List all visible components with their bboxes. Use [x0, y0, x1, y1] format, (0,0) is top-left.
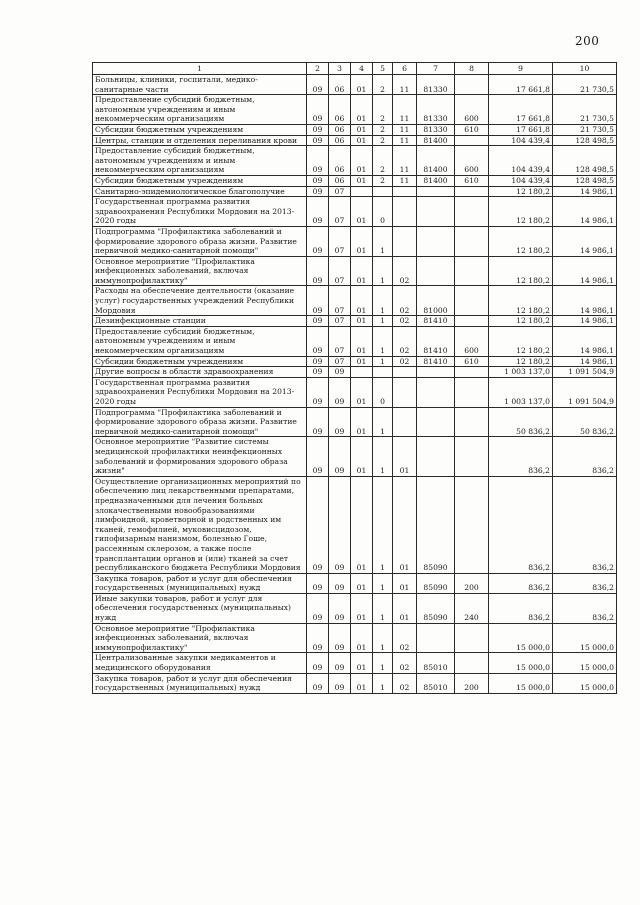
code-ministry: 09: [307, 226, 329, 256]
code-event: 01: [393, 573, 417, 593]
code-event: 01: [393, 593, 417, 623]
table-row: [93, 476, 617, 573]
code-section: 06: [329, 146, 351, 176]
item-name: Предоставление субсидий бюджетным, автономным учреждениям и иным некоммерческим организациям: [93, 326, 307, 356]
code-direction: [417, 407, 455, 437]
code-event: [393, 226, 417, 256]
amount-year-1: 15 000,0: [489, 623, 553, 653]
amount-year-1: 15 000,0: [489, 653, 553, 673]
code-expense-type: 610: [455, 175, 489, 186]
code-subprogram: 2: [373, 135, 393, 146]
table-row: [93, 186, 617, 197]
item-name: Расходы на обеспечение деятельности (оказание услуг) государственных учреждений Республики Мордовия: [93, 286, 307, 316]
table-row: [93, 316, 617, 327]
code-direction: [417, 197, 455, 227]
code-subprogram: 1: [373, 256, 393, 286]
code-subprogram: 2: [373, 95, 393, 125]
code-event: 11: [393, 124, 417, 135]
code-event: 11: [393, 175, 417, 186]
code-program: 01: [351, 75, 373, 95]
table-row: [93, 407, 617, 437]
code-program: 01: [351, 146, 373, 176]
amount-year-2: 15 000,0: [553, 653, 617, 673]
code-expense-type: 610: [455, 356, 489, 367]
table-row: [93, 197, 617, 227]
amount-year-2: 128 498,5: [553, 175, 617, 186]
amount-year-2: 836,2: [553, 573, 617, 593]
code-section: 06: [329, 95, 351, 125]
item-name: Больницы, клиники, госпитали, медико-санитарные части: [93, 75, 307, 95]
code-expense-type: [455, 367, 489, 378]
amount-year-1: 104 439,4: [489, 135, 553, 146]
code-program: 01: [351, 476, 373, 573]
table-row: [93, 367, 617, 378]
code-expense-type: [455, 226, 489, 256]
code-program: 01: [351, 326, 373, 356]
code-direction: 85090: [417, 573, 455, 593]
code-section: 07: [329, 286, 351, 316]
code-event: 02: [393, 673, 417, 693]
code-ministry: 09: [307, 75, 329, 95]
code-expense-type: [455, 377, 489, 407]
code-program: 01: [351, 407, 373, 437]
code-program: [351, 367, 373, 378]
table-row: [93, 326, 617, 356]
code-ministry: 09: [307, 367, 329, 378]
amount-year-1: 12 180,2: [489, 197, 553, 227]
code-section: 09: [329, 573, 351, 593]
code-direction: [417, 377, 455, 407]
code-ministry: 09: [307, 175, 329, 186]
table-row: [93, 146, 617, 176]
code-expense-type: 600: [455, 95, 489, 125]
code-program: 01: [351, 135, 373, 146]
table-row: [93, 135, 617, 146]
code-ministry: 09: [307, 673, 329, 693]
code-program: 01: [351, 197, 373, 227]
code-subprogram: 2: [373, 146, 393, 176]
amount-year-1: 1 003 137,0: [489, 377, 553, 407]
item-name: Закупка товаров, работ и услуг для обеспечения государственных (муниципальных) нужд: [93, 573, 307, 593]
amount-year-2: 21 730,5: [553, 95, 617, 125]
code-direction: [417, 226, 455, 256]
column-header-4: 4: [351, 63, 373, 75]
code-program: 01: [351, 653, 373, 673]
code-event: 11: [393, 146, 417, 176]
amount-year-2: 14 986,1: [553, 326, 617, 356]
code-program: 01: [351, 377, 373, 407]
amount-year-2: 14 986,1: [553, 356, 617, 367]
amount-year-1: 836,2: [489, 437, 553, 476]
item-name: Иные закупки товаров, работ и услуг для обеспечения государственных (муниципальных) нужд: [93, 593, 307, 623]
code-subprogram: 2: [373, 124, 393, 135]
code-direction: [417, 367, 455, 378]
amount-year-2: 1 091 504,9: [553, 377, 617, 407]
code-section: 09: [329, 367, 351, 378]
item-name: Государственная программа развития здравоохранения Республики Мордовия на 2013-2020 годы: [93, 377, 307, 407]
table-row: [93, 124, 617, 135]
code-subprogram: 1: [373, 673, 393, 693]
amount-year-2: 1 091 504,9: [553, 367, 617, 378]
budget-table: [92, 62, 617, 694]
code-expense-type: [455, 256, 489, 286]
code-subprogram: 1: [373, 407, 393, 437]
code-direction: [417, 186, 455, 197]
code-ministry: 09: [307, 124, 329, 135]
code-subprogram: 2: [373, 75, 393, 95]
code-event: [393, 407, 417, 437]
code-event: [393, 197, 417, 227]
code-program: [351, 186, 373, 197]
code-expense-type: [455, 476, 489, 573]
table-row: [93, 95, 617, 125]
code-section: 09: [329, 673, 351, 693]
code-expense-type: 610: [455, 124, 489, 135]
header-row: [93, 63, 617, 75]
code-ministry: 09: [307, 135, 329, 146]
code-section: 09: [329, 476, 351, 573]
table-row: [93, 175, 617, 186]
amount-year-2: 836,2: [553, 437, 617, 476]
code-event: [393, 367, 417, 378]
code-program: 01: [351, 316, 373, 327]
column-header-1: 1: [93, 63, 307, 75]
code-ministry: 09: [307, 316, 329, 327]
code-section: 07: [329, 256, 351, 286]
amount-year-1: 17 661,8: [489, 75, 553, 95]
code-ministry: 09: [307, 146, 329, 176]
code-expense-type: 200: [455, 673, 489, 693]
code-expense-type: 240: [455, 593, 489, 623]
code-subprogram: 2: [373, 175, 393, 186]
code-event: 02: [393, 256, 417, 286]
code-ministry: 09: [307, 653, 329, 673]
amount-year-1: 836,2: [489, 573, 553, 593]
code-event: 02: [393, 326, 417, 356]
amount-year-2: 21 730,5: [553, 75, 617, 95]
code-subprogram: 1: [373, 573, 393, 593]
amount-year-2: 14 986,1: [553, 316, 617, 327]
code-event: 11: [393, 95, 417, 125]
item-name: Другие вопросы в области здравоохранения: [93, 367, 307, 378]
item-name: Предоставление субсидий бюджетным, автономным учреждениям и иным некоммерческим организациям: [93, 95, 307, 125]
item-name: Основное мероприятие "Развитие системы медицинской профилактики неинфекционных заболеваний и формирования здорового образа жизни": [93, 437, 307, 476]
code-expense-type: 200: [455, 573, 489, 593]
amount-year-1: 12 180,2: [489, 186, 553, 197]
code-subprogram: 1: [373, 286, 393, 316]
item-name: Предоставление субсидий бюджетным, автономным учреждениям и иным некоммерческим организациям: [93, 146, 307, 176]
code-expense-type: [455, 186, 489, 197]
item-name: Централизованные закупки медикаментов и медицинского оборудования: [93, 653, 307, 673]
item-name: Подпрограмма "Профилактика заболеваний и формирование здорового образа жизни. Развитие первичной медико-санитарной помощи": [93, 407, 307, 437]
amount-year-2: 836,2: [553, 476, 617, 573]
item-name: Санитарно-эпидемиологическое благополучие: [93, 186, 307, 197]
code-expense-type: 600: [455, 146, 489, 176]
code-section: 09: [329, 653, 351, 673]
code-section: 07: [329, 186, 351, 197]
code-direction: [417, 256, 455, 286]
code-subprogram: 1: [373, 316, 393, 327]
amount-year-1: 12 180,2: [489, 226, 553, 256]
table-row: [93, 623, 617, 653]
code-section: 07: [329, 226, 351, 256]
amount-year-2: 14 986,1: [553, 186, 617, 197]
code-direction: 81410: [417, 326, 455, 356]
column-header-7: 7: [417, 63, 455, 75]
amount-year-2: 21 730,5: [553, 124, 617, 135]
code-expense-type: 600: [455, 326, 489, 356]
code-ministry: 09: [307, 593, 329, 623]
amount-year-2: 15 000,0: [553, 673, 617, 693]
code-expense-type: [455, 623, 489, 653]
code-expense-type: [455, 653, 489, 673]
column-header-10: 10: [553, 63, 617, 75]
column-header-8: 8: [455, 63, 489, 75]
code-direction: [417, 437, 455, 476]
code-subprogram: [373, 186, 393, 197]
code-ministry: 09: [307, 573, 329, 593]
amount-year-1: 12 180,2: [489, 326, 553, 356]
code-subprogram: 0: [373, 197, 393, 227]
code-program: 01: [351, 95, 373, 125]
code-event: 11: [393, 135, 417, 146]
code-event: 02: [393, 623, 417, 653]
table-row: [93, 256, 617, 286]
code-subprogram: 1: [373, 476, 393, 573]
code-direction: 85090: [417, 593, 455, 623]
item-name: Подпрограмма "Профилактика заболеваний и формирование здорового образа жизни. Развитие первичной медико-санитарной помощи": [93, 226, 307, 256]
code-direction: 81330: [417, 95, 455, 125]
amount-year-2: 14 986,1: [553, 197, 617, 227]
code-subprogram: 1: [373, 437, 393, 476]
amount-year-2: 836,2: [553, 593, 617, 623]
amount-year-1: 836,2: [489, 476, 553, 573]
amount-year-2: 14 986,1: [553, 286, 617, 316]
amount-year-1: 1 003 137,0: [489, 367, 553, 378]
table-row: [93, 286, 617, 316]
amount-year-1: 12 180,2: [489, 316, 553, 327]
table-row: [93, 593, 617, 623]
amount-year-1: 836,2: [489, 593, 553, 623]
code-expense-type: [455, 407, 489, 437]
code-section: 06: [329, 175, 351, 186]
code-ministry: 09: [307, 326, 329, 356]
code-direction: 81410: [417, 356, 455, 367]
code-program: 01: [351, 124, 373, 135]
amount-year-1: 12 180,2: [489, 356, 553, 367]
item-name: Осуществление организационных мероприятий по обеспечению лиц лекарственными препаратами, предназначенными для лечения больных злокачественными новообразованиями лимфоидной, кроветворной и родственных им тканей, гемофилией, муковисцидозом, гипофизарным нанизмом, болезнью Гоше, рассеянным склерозом, а также после трансплантации органов и (или) тканей за счет республиканского бюджета Республики Мордовия: [93, 476, 307, 573]
code-subprogram: 1: [373, 356, 393, 367]
code-subprogram: 1: [373, 226, 393, 256]
code-program: 01: [351, 256, 373, 286]
amount-year-2: 15 000,0: [553, 623, 617, 653]
code-ministry: 09: [307, 476, 329, 573]
table-row: [93, 437, 617, 476]
amount-year-1: 12 180,2: [489, 286, 553, 316]
amount-year-2: 14 986,1: [553, 256, 617, 286]
code-direction: 81330: [417, 124, 455, 135]
column-header-5: 5: [373, 63, 393, 75]
code-direction: 85090: [417, 476, 455, 573]
code-ministry: 09: [307, 356, 329, 367]
code-direction: 81410: [417, 316, 455, 327]
code-event: 02: [393, 316, 417, 327]
amount-year-1: 15 000,0: [489, 673, 553, 693]
code-direction: 81000: [417, 286, 455, 316]
code-event: 02: [393, 653, 417, 673]
item-name: Субсидии бюджетным учреждениям: [93, 124, 307, 135]
code-subprogram: 1: [373, 653, 393, 673]
code-direction: 81400: [417, 146, 455, 176]
item-name: Основное мероприятие "Профилактика инфекционных заболеваний, включая иммунопрофилактику": [93, 623, 307, 653]
code-program: 01: [351, 356, 373, 367]
code-expense-type: [455, 75, 489, 95]
amount-year-1: 104 439,4: [489, 175, 553, 186]
item-name: Субсидии бюджетным учреждениям: [93, 175, 307, 186]
code-ministry: 09: [307, 197, 329, 227]
code-expense-type: [455, 437, 489, 476]
code-section: 09: [329, 593, 351, 623]
code-ministry: 09: [307, 437, 329, 476]
code-direction: 85010: [417, 673, 455, 693]
code-program: 01: [351, 175, 373, 186]
code-event: 02: [393, 356, 417, 367]
code-subprogram: 1: [373, 326, 393, 356]
code-event: [393, 377, 417, 407]
amount-year-2: 14 986,1: [553, 226, 617, 256]
table-row: [93, 573, 617, 593]
code-section: 09: [329, 623, 351, 653]
code-ministry: 09: [307, 377, 329, 407]
item-name: Государственная программа развития здравоохранения Республики Мордовия на 2013-2020 годы: [93, 197, 307, 227]
amount-year-2: 128 498,5: [553, 135, 617, 146]
code-program: 01: [351, 623, 373, 653]
code-section: 06: [329, 124, 351, 135]
code-expense-type: [455, 135, 489, 146]
code-section: 09: [329, 377, 351, 407]
amount-year-1: 50 836,2: [489, 407, 553, 437]
code-direction: [417, 623, 455, 653]
table-row: [93, 653, 617, 673]
code-program: 01: [351, 673, 373, 693]
code-section: 07: [329, 326, 351, 356]
table-row: [93, 75, 617, 95]
table-row: [93, 377, 617, 407]
code-program: 01: [351, 286, 373, 316]
code-subprogram: [373, 367, 393, 378]
amount-year-2: 128 498,5: [553, 146, 617, 176]
code-event: 02: [393, 286, 417, 316]
code-ministry: 09: [307, 256, 329, 286]
item-name: Закупка товаров, работ и услуг для обеспечения государственных (муниципальных) нужд: [93, 673, 307, 693]
code-ministry: 09: [307, 186, 329, 197]
code-section: 06: [329, 75, 351, 95]
code-event: [393, 186, 417, 197]
code-direction: 81330: [417, 75, 455, 95]
column-header-9: 9: [489, 63, 553, 75]
code-subprogram: 0: [373, 377, 393, 407]
code-section: 07: [329, 356, 351, 367]
amount-year-2: 50 836,2: [553, 407, 617, 437]
code-expense-type: [455, 197, 489, 227]
code-event: 01: [393, 476, 417, 573]
code-event: 11: [393, 75, 417, 95]
code-expense-type: [455, 286, 489, 316]
code-section: 07: [329, 316, 351, 327]
page-number: 200: [575, 34, 600, 48]
code-ministry: 09: [307, 623, 329, 653]
amount-year-1: 104 439,4: [489, 146, 553, 176]
code-section: 09: [329, 437, 351, 476]
amount-year-1: 17 661,8: [489, 95, 553, 125]
code-expense-type: [455, 316, 489, 327]
code-event: 01: [393, 437, 417, 476]
code-subprogram: 1: [373, 623, 393, 653]
item-name: Субсидии бюджетным учреждениям: [93, 356, 307, 367]
code-section: 07: [329, 197, 351, 227]
table-row: [93, 356, 617, 367]
code-program: 01: [351, 573, 373, 593]
amount-year-1: 17 661,8: [489, 124, 553, 135]
table-row: [93, 673, 617, 693]
column-header-3: 3: [329, 63, 351, 75]
code-program: 01: [351, 226, 373, 256]
code-program: 01: [351, 593, 373, 623]
column-header-6: 6: [393, 63, 417, 75]
code-direction: 85010: [417, 653, 455, 673]
code-ministry: 09: [307, 95, 329, 125]
code-ministry: 09: [307, 407, 329, 437]
code-program: 01: [351, 437, 373, 476]
amount-year-1: 12 180,2: [489, 256, 553, 286]
table-row: [93, 226, 617, 256]
code-subprogram: 1: [373, 593, 393, 623]
item-name: Центры, станции и отделения переливания крови: [93, 135, 307, 146]
code-direction: 81400: [417, 135, 455, 146]
code-ministry: 09: [307, 286, 329, 316]
column-header-2: 2: [307, 63, 329, 75]
code-section: 06: [329, 135, 351, 146]
code-direction: 81400: [417, 175, 455, 186]
item-name: Основное мероприятие "Профилактика инфекционных заболеваний, включая иммунопрофилактику": [93, 256, 307, 286]
code-section: 09: [329, 407, 351, 437]
item-name: Дезинфекционные станции: [93, 316, 307, 327]
